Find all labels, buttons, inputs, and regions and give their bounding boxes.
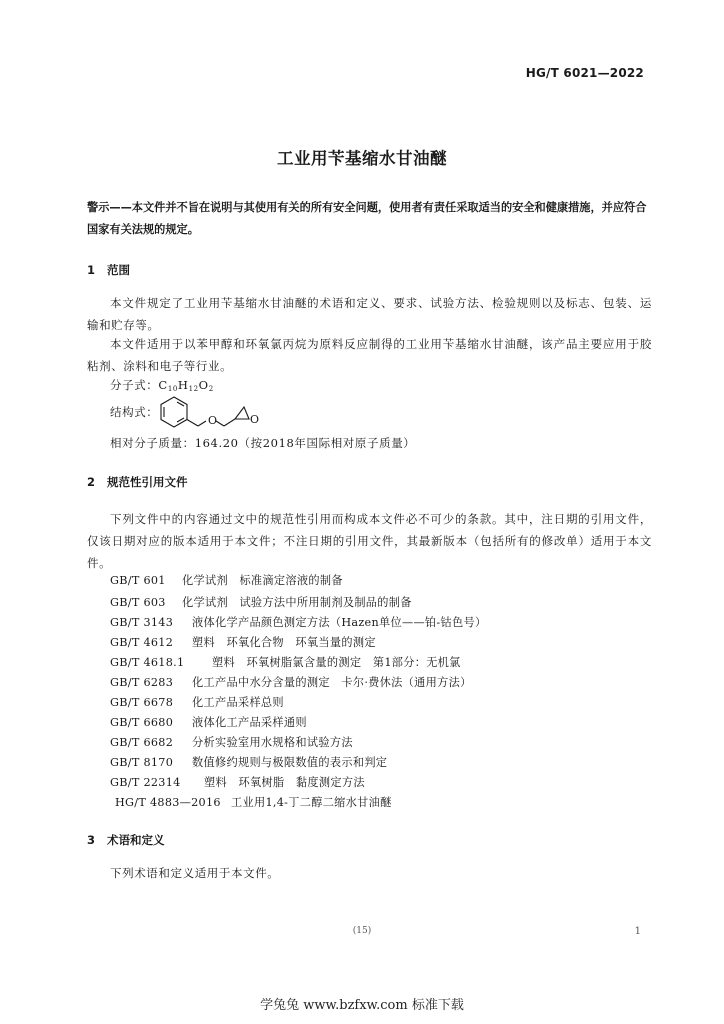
section-3-number: 3 [87, 833, 96, 847]
scope-paragraph-2: 本文件适用于以苯甲醇和环氧氯丙烷为原料反应制得的工业用苄基缩水甘油醚，该产品主要应用于胶粘剂、涂料和电子等行业。 [87, 337, 652, 373]
document-title: 工业用苄基缩水甘油醚 [277, 149, 447, 168]
epoxide-oxygen: O [250, 413, 260, 426]
reference-code: GB/T 6283 [110, 676, 174, 689]
section-2-heading [87, 474, 188, 490]
formula-c: C [158, 378, 168, 392]
chain-bond [187, 420, 198, 427]
formula-o-count: 2 [208, 385, 214, 393]
terms-intro: 下列术语和定义适用于本文件。 [110, 866, 280, 880]
reference-item [110, 614, 486, 630]
reference-code: GB/T 6680 [110, 716, 174, 729]
reference-item [110, 694, 284, 710]
safety-warning: 警示——本文件并不旨在说明与其使用有关的所有安全问题，使用者有责任采取适当的安全和健康措施，并应符合国家有关法规的规定。 [87, 201, 647, 236]
reference-code: GB/T 603 [110, 596, 166, 609]
formula-h-count: 12 [188, 385, 199, 393]
reference-title: 工业用1,4-丁二醇二缩水甘油醚 [231, 796, 392, 809]
section-3-title: 术语和定义 [107, 833, 165, 847]
reference-code: GB/T 4612 [110, 636, 174, 649]
reference-code: GB/T 3143 [110, 616, 174, 629]
reference-code: GB/T 8170 [110, 756, 174, 769]
reference-title: 液体化工产品采样通则 [192, 716, 307, 729]
ether-oxygen: O [208, 414, 218, 427]
section-2-number: 2 [87, 475, 96, 489]
reference-code: GB/T 4618.1 [110, 656, 185, 669]
footer-page-index: (15) [352, 926, 372, 936]
reference-code: GB/T 6682 [110, 736, 174, 749]
section-2-title: 规范性引用文件 [107, 475, 188, 489]
reference-title: 数值修约规则与极限数值的表示和判定 [192, 756, 388, 769]
reference-title: 塑料 环氧树脂 黏度测定方法 [204, 776, 365, 789]
formula-h: H [177, 378, 189, 392]
section-1-number: 1 [87, 263, 96, 277]
normative-intro: 下列文件中的内容通过文中的规范性引用而构成本文件必不可少的条款。其中，注日期的引用文件，仅该日期对应的版本适用于本文件；不注日期的引用文件，其最新版本（包括所有的修改单）适用于本文件。 [87, 512, 652, 570]
chain-bond [224, 419, 235, 426]
structure-label: 结构式： [110, 405, 159, 419]
reference-title: 化学试剂 标准滴定溶液的制备 [182, 574, 343, 587]
reference-code: GB/T 22314 [110, 776, 181, 789]
formula-label: 分子式： [110, 378, 159, 392]
reference-item [110, 634, 376, 650]
reference-item [110, 572, 343, 588]
reference-item [110, 594, 412, 610]
reference-code: GB/T 6678 [110, 696, 174, 709]
benzene-ring [161, 397, 187, 427]
page-number: 1 [634, 926, 641, 937]
reference-title: 化学试剂 试验方法中所用制剂及制品的制备 [182, 596, 412, 609]
chain-bond [216, 421, 224, 426]
reference-item [110, 734, 353, 750]
reference-item [110, 714, 307, 730]
reference-item [110, 754, 387, 770]
reference-code: HG/T 4883—2016 [115, 796, 221, 809]
standard-code: HG/T 6021—2022 [525, 66, 644, 80]
formula-o: O [198, 378, 209, 392]
reference-title: 塑料 环氧树脂氯含量的测定 第1部分：无机氯 [212, 656, 461, 669]
molecular-formula [110, 377, 214, 393]
reference-item [110, 774, 365, 790]
epoxide-ring [235, 407, 249, 419]
site-watermark: 学兔兔 www.bzfxw.com 标准下载 [260, 998, 464, 1013]
chain-bond [198, 421, 206, 426]
section-1-heading [87, 262, 130, 278]
scope-paragraph-1: 本文件规定了工业用苄基缩水甘油醚的术语和定义、要求、试验方法、检验规则以及标志、包装、运输和贮存等。 [87, 296, 652, 332]
reference-title: 液体化学产品颜色测定方法（Hazen单位——铂-钴色号） [192, 616, 487, 629]
reference-title: 化工产品中水分含量的测定 卡尔·费休法（通用方法） [192, 676, 472, 689]
section-3-heading [87, 832, 165, 848]
reference-title: 化工产品采样总则 [192, 696, 284, 709]
reference-item [110, 674, 472, 690]
reference-item [110, 654, 461, 670]
reference-code: GB/T 601 [110, 574, 166, 587]
formula-c-count: 10 [167, 385, 178, 393]
structural-formula [158, 394, 274, 434]
section-1-title: 范围 [107, 263, 130, 277]
reference-item [115, 794, 392, 810]
molar-mass: 相对分子质量：164.20（按2018年国际相对原子质量） [110, 436, 416, 450]
reference-title: 分析实验室用水规格和试验方法 [192, 736, 353, 749]
reference-title: 塑料 环氧化合物 环氧当量的测定 [192, 636, 376, 649]
